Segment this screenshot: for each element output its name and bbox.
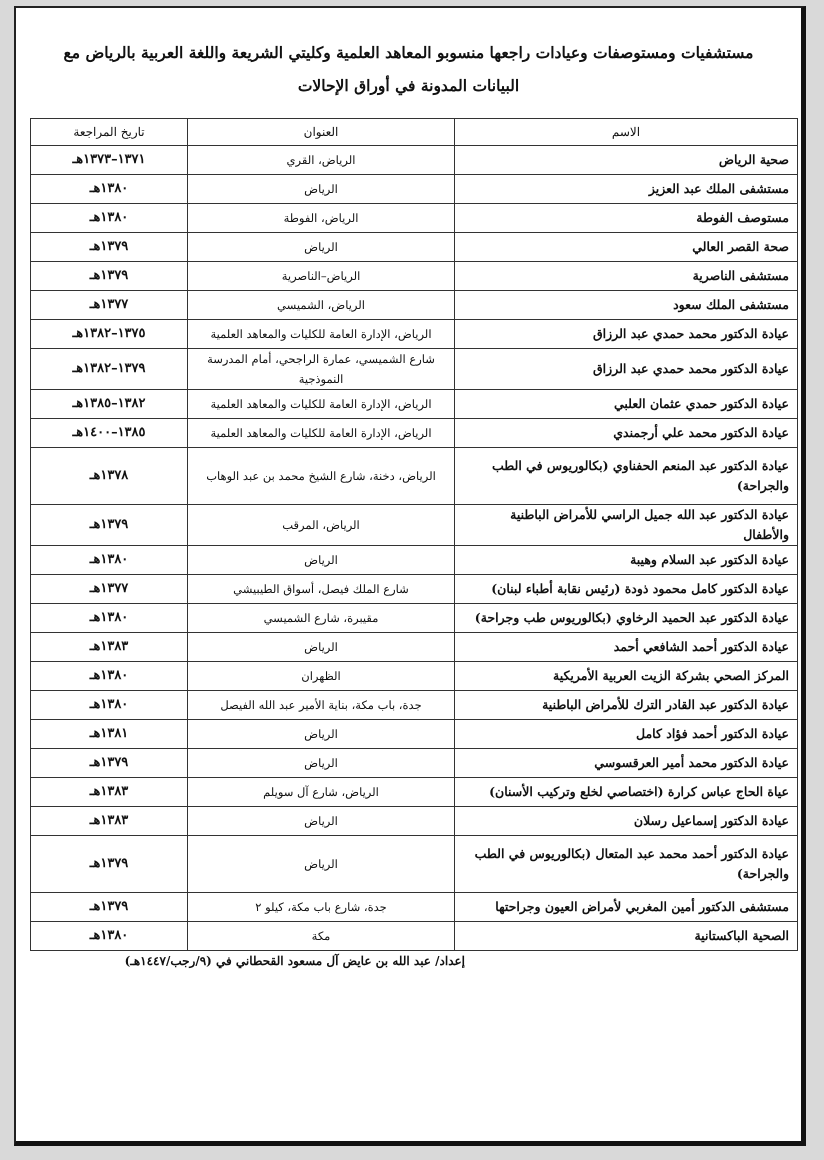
header-address: العنوان [188, 119, 455, 146]
cell-address: الرياض، الإدارة العامة للكليات والمعاهد العلمية [188, 320, 455, 349]
cell-name: عيادة الدكتور محمد علي أرجمندي [455, 419, 798, 448]
header-date: تاريخ المراجعة [31, 119, 188, 146]
cell-name: عيادة الدكتور أحمد محمد عبد المتعال (بكالوريوس في الطب والجراحة) [455, 836, 798, 893]
cell-address: شارع الملك فيصل، أسواق الطيبيشي [188, 575, 455, 604]
table-row [31, 320, 798, 349]
cell-address: الرياض، المرقب [188, 505, 455, 546]
cell-date: ١٣٧٩هـ [31, 505, 188, 546]
cell-date: ١٣٧٩هـ [31, 262, 188, 291]
table-header-row [31, 119, 798, 146]
cell-name: عياة الحاج عباس كرارة (اختصاصي لخلع وتركيب الأسنان) [455, 778, 798, 807]
cell-date: ١٣٨٢–١٣٨٥هـ [31, 390, 188, 419]
cell-name: مستوصف الفوطة [455, 204, 798, 233]
cell-name: عيادة الدكتور عبد المنعم الحفناوي (بكالوريوس في الطب والجراحة) [455, 448, 798, 505]
table-row [31, 419, 798, 448]
cell-address: الرياض [188, 807, 455, 836]
cell-name: عيادة الدكتور أحمد الشافعي أحمد [455, 633, 798, 662]
cell-address: الرياض [188, 175, 455, 204]
cell-date: ١٣٨٠هـ [31, 662, 188, 691]
table-row [31, 778, 798, 807]
table-row [31, 390, 798, 419]
referrals-table [30, 118, 798, 951]
cell-name: مستشفى الملك عبد العزيز [455, 175, 798, 204]
cell-name: عيادة الدكتور عبد القادر الترك للأمراض الباطنية [455, 691, 798, 720]
cell-date: ١٣٧٩هـ [31, 893, 188, 922]
cell-name: صحية الرياض [455, 146, 798, 175]
cell-name: عيادة الدكتور عبد السلام وهيبة [455, 546, 798, 575]
prepared-by-note: إعداد/ عبد الله بن عايض آل مسعود القحطاني في (٩/رجب/١٤٤٧هـ) [124, 954, 465, 968]
cell-address: الرياض، دخنة، شارع الشيخ محمد بن عبد الوهاب [188, 448, 455, 505]
table-row [31, 604, 798, 633]
cell-name: الصحية الباكستانية [455, 922, 798, 951]
cell-address: الرياض [188, 836, 455, 893]
cell-date: ١٣٧٥–١٣٨٢هـ [31, 320, 188, 349]
cell-date: ١٣٨٠هـ [31, 204, 188, 233]
cell-date: ١٣٧٧هـ [31, 291, 188, 320]
cell-address: شارع الشميسي، عمارة الراجحي، أمام المدرسة النموذجية [188, 349, 455, 390]
cell-date: ١٣٧٩–١٣٨٢هـ [31, 349, 188, 390]
cell-address: الرياض، الشميسي [188, 291, 455, 320]
table-row [31, 448, 798, 505]
cell-date: ١٣٨٠هـ [31, 604, 188, 633]
document-title [46, 36, 771, 102]
cell-address: الرياض [188, 633, 455, 662]
cell-date: ١٣٧٩هـ [31, 749, 188, 778]
table-row [31, 691, 798, 720]
cell-date: ١٣٨٣هـ [31, 807, 188, 836]
cell-address: الرياض، الإدارة العامة للكليات والمعاهد العلمية [188, 390, 455, 419]
cell-date: ١٣٨٠هـ [31, 691, 188, 720]
table-row [31, 893, 798, 922]
cell-name: المركز الصحي بشركة الزيت العربية الأمريكية [455, 662, 798, 691]
cell-name: عيادة الدكتور عبد الله جميل الراسي للأمراض الباطنية والأطفال [455, 505, 798, 546]
document-frame [14, 6, 806, 1146]
table-row [31, 836, 798, 893]
table-row [31, 633, 798, 662]
cell-date: ١٣٧٧هـ [31, 575, 188, 604]
cell-date: ١٣٧٨هـ [31, 448, 188, 505]
table-body [31, 146, 798, 951]
cell-address: الرياض–الناصرية [188, 262, 455, 291]
cell-name: عيادة الدكتور كامل محمود ذودة (رئيس نقابة أطباء لبنان) [455, 575, 798, 604]
cell-address: الرياض، شارع آل سويلم [188, 778, 455, 807]
table-row [31, 807, 798, 836]
cell-address: الرياض [188, 749, 455, 778]
cell-date: ١٣٧٩هـ [31, 233, 188, 262]
cell-date: ١٣٨٠هـ [31, 175, 188, 204]
cell-address: الرياض، الفوطة [188, 204, 455, 233]
cell-date: ١٣٨٣هـ [31, 778, 188, 807]
cell-name: مستشفى الدكتور أمين المغربي لأمراض العيون وجراحتها [455, 893, 798, 922]
table-row [31, 749, 798, 778]
table-row [31, 720, 798, 749]
cell-date: ١٣٨٠هـ [31, 922, 188, 951]
cell-address: الظهران [188, 662, 455, 691]
cell-address: الرياض، القري [188, 146, 455, 175]
table-row [31, 575, 798, 604]
cell-name: عيادة الدكتور عبد الحميد الرخاوي (بكالوريوس طب وجراحة) [455, 604, 798, 633]
cell-date: ١٣٨٣هـ [31, 633, 188, 662]
cell-date: ١٣٧١–١٣٧٣هـ [31, 146, 188, 175]
cell-name: عيادة الدكتور حمدي عثمان العلبي [455, 390, 798, 419]
table-row [31, 146, 798, 175]
cell-address: الرياض، الإدارة العامة للكليات والمعاهد العلمية [188, 419, 455, 448]
cell-name: عيادة الدكتور محمد أمير العرقسوسي [455, 749, 798, 778]
cell-name: عيادة الدكتور أحمد فؤاد كامل [455, 720, 798, 749]
cell-date: ١٣٧٩هـ [31, 836, 188, 893]
cell-address: مقيبرة، شارع الشميسي [188, 604, 455, 633]
table-row [31, 262, 798, 291]
header-name: الاسم [455, 119, 798, 146]
table-row [31, 291, 798, 320]
cell-address: جدة، شارع باب مكة، كيلو ٢ [188, 893, 455, 922]
cell-name: عيادة الدكتور إسماعيل رسلان [455, 807, 798, 836]
table-row [31, 349, 798, 390]
cell-name: مستشفى الملك سعود [455, 291, 798, 320]
title-line-1: مستشفيات ومستوصفات وعيادات راجعها منسوبو المعاهد العلمية وكليتي الشريعة واللغة العربية بالرياض مع [63, 43, 754, 62]
title-line-2: البيانات المدونة في أوراق الإحالات [297, 76, 520, 95]
table-row [31, 233, 798, 262]
cell-date: ١٣٨١هـ [31, 720, 188, 749]
cell-address: الرياض [188, 720, 455, 749]
cell-date: ١٣٨٠هـ [31, 546, 188, 575]
cell-name: عيادة الدكتور محمد حمدي عبد الرزاق [455, 320, 798, 349]
cell-address: مكة [188, 922, 455, 951]
cell-address: جدة، باب مكة، بناية الأمير عبد الله الفيصل [188, 691, 455, 720]
table-row [31, 175, 798, 204]
cell-address: الرياض [188, 233, 455, 262]
table-row [31, 204, 798, 233]
cell-date: ١٣٨٥–١٤٠٠هـ [31, 419, 188, 448]
table-row [31, 922, 798, 951]
table-row [31, 546, 798, 575]
table-row [31, 505, 798, 546]
cell-name: صحة القصر العالي [455, 233, 798, 262]
cell-address: الرياض [188, 546, 455, 575]
cell-name: مستشفى الناصرية [455, 262, 798, 291]
table-row [31, 662, 798, 691]
cell-name: عيادة الدكتور محمد حمدي عبد الرزاق [455, 349, 798, 390]
